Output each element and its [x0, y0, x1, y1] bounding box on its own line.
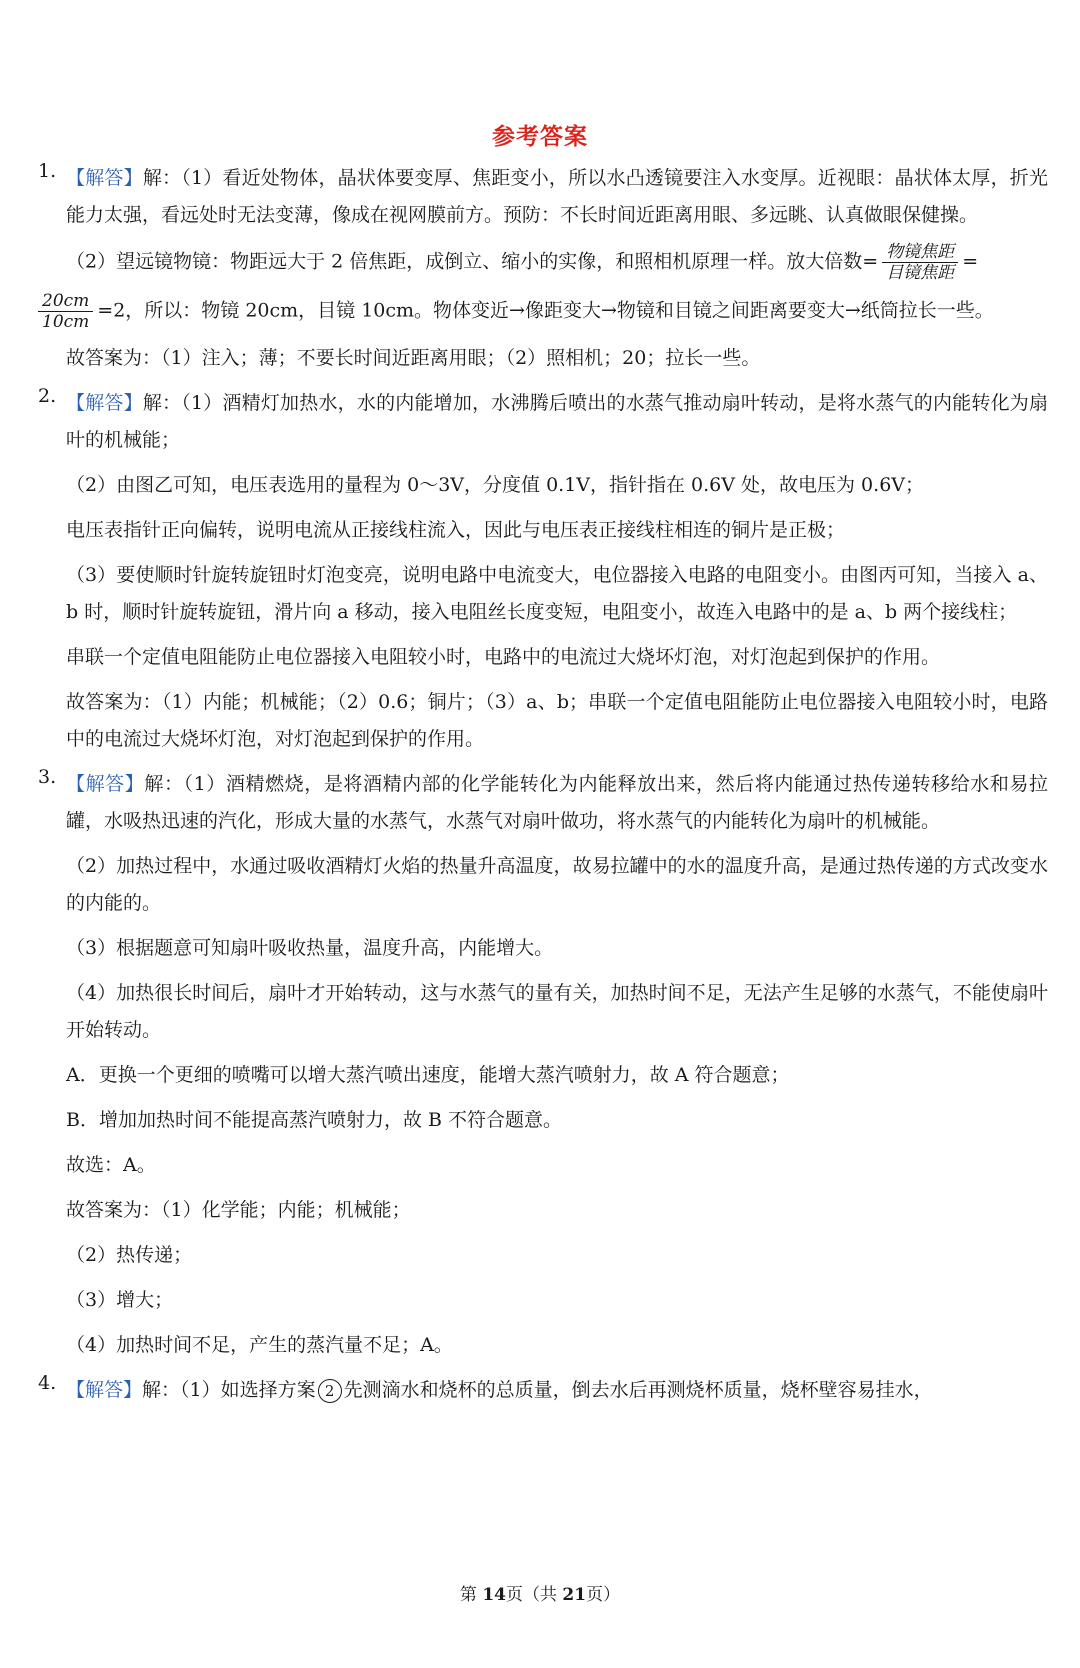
item-number: 2.: [38, 385, 57, 407]
item-number: 4.: [38, 1372, 57, 1394]
answer-paragraph: 故答案为：（1）化学能；内能；机械能；: [66, 1199, 411, 1221]
answer-paragraph: 电压表指针正向偏转，说明电流从正接线柱流入，因此与电压表正接线柱相连的铜片是正极；: [66, 519, 846, 541]
fraction-denominator: 10cm: [42, 312, 90, 332]
answer-paragraph: （2）加热过程中，水通过吸收酒精灯火焰的热量升高温度，故易拉罐中的水的温度升高，是通过热传递的方式改变水的内能的。: [66, 855, 1048, 914]
answer-paragraph: （3）增大；: [66, 1289, 174, 1311]
answer-content: [38, 160, 1048, 1417]
answer-tag: 【解答】: [66, 1379, 143, 1401]
answer-paragraph: [38, 291, 1048, 332]
answer-paragraph: 串联一个定值电阻能防止电位器接入电阻较小时，电路中的电流过大烧坏灯泡，对灯泡起到保护的作用。: [66, 646, 941, 668]
answer-paragraph: [66, 242, 1048, 283]
answer-paragraph: [66, 385, 1048, 459]
answer-paragraph: （2）由图乙可知，电压表选用的量程为 0～3V，分度值 0.1V，指针指在 0.6V 处，故电压为 0.6V；: [66, 474, 924, 496]
answer-paragraph: 故答案为：（1）注入；薄；不要长时间近距离用眼；（2）照相机；20；拉长一些。: [66, 347, 761, 369]
answer-item-2: [38, 385, 1048, 758]
fraction-numerator: 物镜焦距: [882, 242, 958, 263]
fraction-denominator: 目镜焦距: [886, 263, 955, 283]
fraction-numerator: 20cm: [38, 291, 93, 312]
circled-number: 2: [318, 1379, 342, 1403]
answer-paragraph: A．更换一个更细的喷嘴可以增大蒸汽喷出速度，能增大蒸汽喷射力，故 A 符合题意；: [66, 1064, 790, 1086]
page-footer: [0, 1580, 1080, 1605]
answer-paragraph: （3）根据题意可知扇叶吸收热量，温度升高，内能增大。: [66, 937, 554, 959]
answer-paragraph: （3）要使顺时针旋转旋钮时灯泡变亮，说明电路中电流变大，电位器接入电路的电阻变小。由图丙可知，当接入 a、b 时，顺时针旋转旋钮，滑片向 a 移动，接入电阻丝长度变短，电阻变小，故连入电路中的是 a、b 两个接线柱；: [66, 564, 1048, 623]
answer-paragraph: B．增加加热时间不能提高蒸汽喷射力，故 B 不符合题意。: [66, 1109, 563, 1131]
answer-paragraph: 故选：A。: [66, 1154, 156, 1176]
answer-paragraph: [66, 160, 1048, 234]
answer-text: 解：（1）如选择方案: [142, 1379, 316, 1401]
answer-tag: 【解答】: [66, 773, 145, 795]
footer-text: 页（共: [506, 1585, 563, 1605]
page-title: 参考答案: [492, 123, 588, 150]
footer-text: 第: [459, 1585, 483, 1605]
answer-paragraph: （4）加热很长时间后，扇叶才开始转动，这与水蒸气的量有关，加热时间不足，无法产生足够的水蒸气，不能使扇叶开始转动。: [66, 982, 1048, 1041]
answer-text: =2，所以：物镜 20cm，目镜 10cm。物体变近→像距变大→物镜和目镜之间距离要变大→纸筒拉长一些。: [97, 299, 994, 322]
total-page-number: 21: [562, 1585, 587, 1605]
footer-text: 页）: [586, 1585, 621, 1605]
answer-paragraph: （4）加热时间不足，产生的蒸汽量不足；A。: [66, 1334, 453, 1356]
answer-paragraph: （2）热传递；: [66, 1244, 193, 1266]
answer-item-3: [38, 766, 1048, 1364]
answer-text: 解：（1）酒精燃烧，是将酒精内部的化学能转化为内能释放出来，然后将内能通过热传递转移给水和易拉罐，水吸热迅速的汽化，形成大量的水蒸气，水蒸气对扇叶做功，将水蒸气的内能转化为扇叶的机械能。: [66, 773, 1048, 832]
answer-paragraph: [66, 1372, 1048, 1409]
fraction-focal-ratio: [38, 291, 93, 332]
answer-text: 解：（1）酒精灯加热水，水的内能增加，水沸腾后喷出的水蒸气推动扇叶转动，是将水蒸气的内能转化为扇叶的机械能；: [66, 392, 1048, 451]
answer-tag: 【解答】: [66, 392, 143, 414]
answer-paragraph: [66, 766, 1048, 840]
item-number: 1.: [38, 160, 57, 182]
item-number: 3.: [38, 766, 57, 788]
answer-text: 先测滴水和烧杯的总质量，倒去水后再测烧杯质量，烧杯壁容易挂水，: [343, 1379, 933, 1401]
current-page-number: 14: [482, 1585, 506, 1605]
fraction-magnification: [882, 242, 958, 283]
answer-item-4: [38, 1372, 1048, 1409]
answer-text: 解：（1）看近处物体，晶状体要变厚、焦距变小，所以水凸透镜要注入水变厚。近视眼：晶状体太厚，折光能力太强，看远处时无法变薄，像成在视网膜前方。预防：不长时间近距离用眼、多远眺、认真做眼保健操。: [66, 167, 1048, 226]
answer-tag: 【解答】: [66, 167, 143, 189]
answer-paragraph: 故答案为：（1）内能；机械能；（2）0.6；铜片；（3）a、b；串联一个定值电阻能防止电位器接入电阻较小时，电路中的电流过大烧坏灯泡，对灯泡起到保护的作用。: [66, 691, 1048, 750]
answer-item-1: [38, 160, 1048, 377]
equals-sign: =: [962, 250, 979, 273]
answer-text: （2）望远镜物镜：物距远大于 2 倍焦距，成倒立、缩小的实像，和照相机原理一样。放大倍数=: [66, 250, 879, 273]
